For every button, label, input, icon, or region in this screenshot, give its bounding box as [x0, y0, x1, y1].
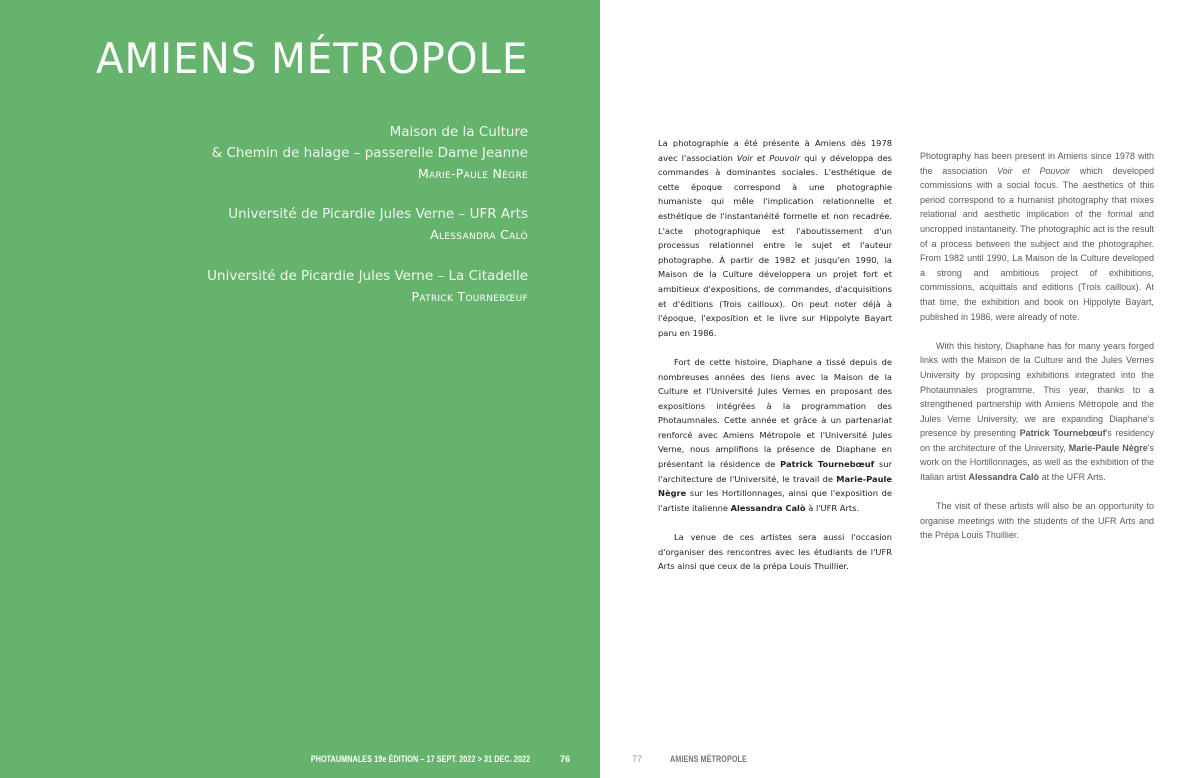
page-number-right: 77	[632, 754, 643, 764]
right-page	[600, 0, 1200, 778]
paragraph	[658, 136, 892, 340]
text-run-bold: Marie-Paule Nègre	[1068, 442, 1148, 453]
text-run: Fort de cette histoire, Diaphane a tissé depuis de nombreuses années des liens avec la Maison de la Culture et l'Université Jules Vernes en proposant des expositions intégrées à la programmation des Photaumnales. Cette année et grâce à un partenariat renforcé avec Amiens Métropole et l'Université Jules Verne, nous amplifions la présence de Diaphane en présentant la résidence de	[658, 356, 892, 470]
text-run: qui y développa des commandes à dominantes sociales. L'esthétique de cette époque correspond à une photographie humaniste qui mêle l'implication relationnelle et esthétique de l'instantanéité formelle et non recadrée. L'acte photographique est l'aboutissement d'un processus relationnel entre le sujet et l'auteur photographe. À partir de 1982 et jusqu'en 1990, la Maison de la Culture développera un projet fort et ambitieux d'expositions, de commandes, d'acquisitions et d'éditions (Trois cailloux). On peut noter déjà à l'époque, l'exposition et le livre sur Hippolyte Bayart paru en 1986.	[658, 152, 893, 338]
venue-line: Maison de la Culture	[389, 124, 528, 140]
page-title: AMIENS MÉTROPOLE	[95, 34, 528, 83]
text-run-bold: Patrick Tournebœuf	[780, 459, 875, 470]
text-run: à l'UFR Arts.	[805, 502, 860, 513]
text-run: which developed commissions with a social focus. The aesthetics of this period correspond to a humanist photography that mixes relational and aesthetic implication of the formal and uncropped instantaneity. The photographic act is the result of a process between the subject and the photographer. From 1982 until 1990, La Maison de la Culture developed a strong and ambitious project of exhibitions, commissions, acquittals and editions (Trois cailloux). At that time, the exhibition and book on Hippolyte Bayart, published in 1986, were already of note.	[920, 165, 1154, 322]
text-run-bold: Patrick Tournebœuf	[1019, 428, 1106, 439]
artist-name: Marie-Paule Nègre	[417, 166, 528, 181]
page-number-left: 76	[560, 754, 571, 764]
paragraph	[658, 355, 892, 516]
french-text-column	[658, 136, 892, 588]
venue-block-maison-culture	[212, 122, 528, 184]
text-run: 's work on the Hortillonnages, as well as the exhibition of the Italian artist	[920, 442, 1155, 483]
text-run: With this history, Diaphane has for many years forged links with the Maison de la Culture and the Jules Vernes University by proposing exhibitions integrated into the Photaumnales programme. This year, thanks to a strengthened partnership with Amiens Métropole and the Jules Verne University, we are expanding Diaphane's presence by presenting	[920, 340, 1154, 439]
artist-name: Patrick Tournebœuf	[411, 289, 528, 304]
text-run-bold: Alessandra Calò	[968, 472, 1040, 483]
text-run: 's residency on the architecture of the University,	[920, 428, 1154, 453]
paragraph	[920, 339, 1154, 485]
text-run: sur les Hortillonnages, ainsi que l'exposition de l'artiste italienne	[658, 488, 892, 513]
text-run: La photographie a été présente à Amiens dès 1978 avec l'association	[658, 138, 892, 163]
text-run-italic: Voir et Pouvoir	[736, 152, 801, 163]
venue-line: Université de Picardie Jules Verne – UFR Arts	[228, 206, 528, 222]
footer-festival-edition: PHOTAUMNALES 19e ÉDITION – 17 SEPT. 2022 > 31 DEC. 2022	[310, 754, 530, 764]
artist-name: Alessandra Calò	[430, 227, 528, 242]
venue-line: & Chemin de halage – passerelle Dame Jeanne	[211, 145, 528, 161]
venue-block-citadelle	[207, 266, 528, 307]
text-run-bold: Marie-Paule Nègre	[658, 473, 892, 499]
text-run: Photography has been present in Amiens since 1978 with the association	[920, 151, 1154, 176]
paragraph	[920, 149, 1154, 324]
paragraph: La venue de ces artistes sera aussi l'occasion d'organiser des rencontres avec les étudiants de l'UFR Arts ainsi que ceux de la prépa Louis Thuillier.	[658, 532, 892, 572]
venue-block-ufr-arts	[228, 204, 528, 245]
english-text-column	[920, 149, 1154, 558]
paragraph: The visit of these artists will also be an opportunity to organise meetings with the students of the UFR Arts and the Prépa Louis Thuillier.	[920, 501, 1154, 541]
venue-line: Université de Picardie Jules Verne – La Citadelle	[207, 268, 528, 284]
running-head: AMIENS MÉTROPOLE	[670, 754, 747, 764]
text-run-bold: Alessandra Calò	[730, 502, 806, 513]
text-run: at the UFR Arts.	[1039, 472, 1106, 483]
text-run-italic: Voir et Pouvoir	[996, 165, 1071, 176]
text-run: sur l'architecture de l'Université, le travail de	[658, 459, 893, 484]
